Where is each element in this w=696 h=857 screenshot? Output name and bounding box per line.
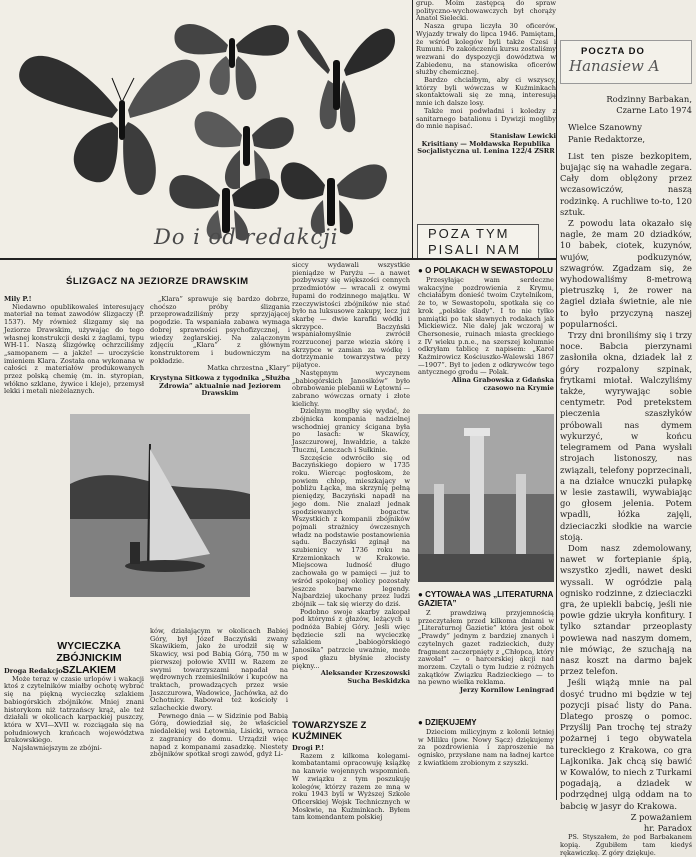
wycieczka-article: [4, 606, 290, 800]
title-text: O POLAKACH W SEWASTOPOLU: [425, 266, 553, 275]
paragraph: Bardzo chciałbym, aby ci wszyscy, którzy byli wówczas w Kuźminkach skontaktowali się ze mną, interesują mnie ich dalsze losy.: [416, 76, 556, 108]
wycieczka-title: WYCIECZKA ZBÓJNICKIM SZLAKIEM: [56, 640, 122, 676]
butterfly-bottom-right: [281, 162, 387, 234]
signature: Jerzy Kornilow Leningrad: [459, 686, 554, 695]
butterfly-middle: [195, 111, 294, 189]
paragraph: Szczęście odwróciło się od Baczyńskiego dopiero w 1735 roku. Wiercąc pogłoskom, że powiem chłop, mieszkający w pobliżu Łącka, ma skrzynię pełną pieniędzy, Baczyński napadł na jego dom. Nie znalazł jednak spodziewanych bogactw. Wszystkich z kompanii zbójników pojmali strażnicy ówczesnych władz na podstawie postanowienia sądu. Baczyński zginął na szubienicy w 1736 roku na Krzemionkach w Krakowie. Miejscowa ludność długo zachowała go w pamięci — już to wśród spokojnej okolicy pozostały jeszcze barwne legendy. Najbardziej ukochany przez ludzi zbójnik — tak się wierzy do dziś.: [292, 453, 410, 608]
poza-line1: POZA TYM: [428, 226, 510, 241]
salutation: Mily P.!: [4, 295, 32, 303]
poza-line2: PISALI NAM: [428, 242, 521, 257]
sewastopol-article: [418, 262, 554, 410]
paragraph: Z powodu lata okazało się nagle, że mam 20 dziadków, 10 babek, ciotek, kuzynów, wujów, podkuzynów, szwagrów. Zgadzam się, że wyhodowaliśmy 8-metrową pietruszkę i, że rower na żagiel działa świetnie, ale nie to było przyczyną naszej popularności.: [560, 218, 692, 329]
paragraph: Dom nasz zdemolowany, nawet w fortepianie śpią, wszystko zjedli, nawet deski wyssali. W ogródzie palą ognisko rodzinne, z dzieciaczki gra, że upiekli babcię, jeśli nie powie gdzie ukryła konfitury. I tylko sztandar przeoplasty powiewa nad naszym domem, nie mówiąc, że szuchają na nasz koszt na darmo bajek przez telefon.: [560, 542, 692, 677]
boat-photo: [70, 414, 250, 597]
signature: Alina Grabowska z Gdańska czasowo na Krymie: [451, 376, 554, 392]
butterfly-illustration: [0, 0, 412, 258]
paragraph: Podobno swoje skarby zakopał pod którymś z głazów, leżących u podnóża Babiej Góry. Jeśli więc będziecie szli na wycieczkę szlakiem „babiogórskiego Janosika” patrzcie uważnie, może spod głazu błyśnie złocisty piękny...: [292, 607, 410, 670]
sewastopol-title: ● O POLAKACH W SEWASTOPOLU: [418, 266, 553, 275]
poczta-logo: [560, 40, 692, 84]
paragraph: ków, działającym w okolicach Babiej Góry, był Józef Baczyński zwany Skawikiem, jako że urodził się w Skawicy, wsi pod Babią Górą, 750 m w pierwszej połowie XVIII w. Razem ze swymi towarzyszami napadał na wędrownych rzemieślników i kupców na traktach, prowadzących przez wsie Jaszczurowa, Wadowice, Jachówka, aż do Ochotnicy. Rabował też kościoły i szlacheckie dwory.: [150, 627, 288, 713]
janosik-continuation: [292, 262, 410, 717]
signature: Krystyna Sitkowa z tygodnika „Służba Zdrowia” aktualnie nad Jeziorem Drawskim: [150, 374, 290, 398]
kuzminek-article: [292, 720, 410, 822]
postscript: PS. Styszałem, że pod Barbakanem kopią. Zgubiłem tam kiedyś rękawiczkę. Z góry dziękuje.: [560, 833, 692, 857]
cytowala-title: ● CYTOWAŁA WAS „LITERATURNA GAZIETA”: [418, 590, 554, 608]
paragraph: Pewnego dnia — w Sidzinie pod Babią Górą, dowiedział się, że właściciel niedalekiej wsi Łętownia, Lisicki, wraca z zagranicy do domu. Urządził więc napad z kompanami zasadzkę. Niestety zbójników spotkał srogi zawód, gdyż Li-: [150, 711, 288, 759]
paragraph: Trzy dni broniliśmy się i trzy noce. Babcia pierzynami zasłoniła okna, dziadek lał z góry rozpalony szpinak, frytkami miotał. Walczyliśmy także, wyrywając sobie centymetr. Pod pretekstem pieczenia szaszłyków próbowali nas dymem wykurzyć, w końcu telegramem od Pana wysłali strojach listonoszy, nas związali, telefony poprzecinali, a na działce wnuczki pułapkę w lesie zastawili, wywabiając go głosem jelenia. Potem wpadli, łóżka zajęli, dzieciaczki słodkie na warcie stoją.: [560, 330, 692, 542]
section-title: Do i od redakcji: [154, 225, 339, 249]
horizontal-rule: [0, 258, 556, 260]
salutation: Droga Redakcjo!: [4, 667, 66, 675]
logo-name: Hanasiew A: [569, 57, 660, 75]
title-text: CYTOWAŁA WAS „LITERATURNA GAZIETA”: [418, 590, 554, 608]
paragraph: „Klara” sprawuje się bardzo dobrze, choćszo próby ślizgania przeprowadziliśmy przy sprzyjającej pogodzie. Ta wspaniała zabawa wymaga dobrej sprawności psychofizycznej, i wiedzy żeglarskiej. Na zalączonym zdjęciu „Klara” z głównym konstruktorem i budowniczym na pokładzie.: [150, 295, 290, 365]
salutation: Drogi P.!: [292, 744, 325, 752]
header-illustration: [0, 0, 412, 258]
closing: hr. Paradox: [643, 823, 692, 833]
address-line: Rodzinny Barbakan,: [606, 94, 692, 104]
paragraph: Dzieciom milicyjnym z kolonii letniej w Miliku (pow. Nowy Sącz) dziękujemy za pozdrowienia i zaproszenie na ognisko, przysłane nam na ładnej kartce z kwiatkiem zrobionym z szyszki.: [418, 728, 554, 767]
kuzminek-letter-continuation: [416, 0, 556, 178]
kuzminek-title: TOWARZYSZE Z KUŹMINEK: [292, 720, 367, 742]
paragraph: Dzielnym mogłby się wydać, że zbójnicka kompania nadzielnej wschodniej granicy ścigana była po lasach: w Skawicy, Jaszczurowej, Inwałdzie, a także Tłuczni, Lenczach i Sułkinie.: [292, 407, 410, 454]
paragraph: Następnym wyczynem „babiogórskich Janosików” było obrabowanie plebanii w Łętowni — zabrano wówczas ornaty i złote kielichy.: [292, 368, 410, 408]
paragraph: Nasza grupa liczyła 30 oficerów. Wyjazdy trwały do lipca 1946. Pamiętam, że wśród kolegów byli także Czesi i Rumuni. Po zakończeniu kursu zostaliśmy wezwani do dyspozycji dowództwa w Zabiedenu, na stanowiska oficerów służby chemicznej.: [416, 22, 556, 77]
cytowala-article: [418, 590, 554, 715]
paragraph: Może teraz w czasie urlopów i wakacji ktoś z czytelników miałby ochotę wybrać się na piękną wycieczkę szlakiem babiogórskich zbójników. Mniej znani historykom niż tatrzańscy krąż, ale też działali w okolicach karpackiej puszczy, która w XVI—XVII w. rozciągała się na południowych krańcach województwa krakowskiego.: [4, 674, 144, 745]
paragraph: grup. Moim zastępcą do spraw polityczno-wychowawczych był chorąży Anatol Sielecki.: [416, 0, 556, 23]
title-text: DZIĘKUJEMY: [425, 718, 477, 727]
poza-tym-box: [417, 224, 539, 260]
butterfly-large-left: [19, 56, 200, 195]
dziekujemy-title: ● DZIĘKUJEMY: [418, 718, 477, 727]
paragraph: List ten pisze bezkopitem, bujając się na wahadle zegara. Cały dom oblężony przez wczasowiczów, naszą rodzinkę. A ruchliwe to-to, 120 sztuk.: [560, 150, 692, 217]
paragraph: Matka chrzestna „Klary”: [207, 364, 290, 373]
signature-name: Stanisław Lewicki: [490, 131, 556, 140]
paragraph: siccy wydawali wszystkie pieniądze w Paryżu — a nawet pozbywszy się większości cennych przedmiotów — wracali z owymi łupami do rodzinnego majątku. W rzeczywistości zbójników nie stać było na luksusowe zakupy, lecz już skarbę — dwie karafki wódki i skrzypce. Baczyński wspaniałomyślnie zwrócił rozrzuconej parze wiezia skórę i skrzypce w zamian za wódkę i dotrzymanie towarzystwa przy pijatyce.: [292, 261, 410, 370]
column-divider: [412, 0, 413, 258]
dziekujemy-article: [418, 718, 554, 800]
paragraph: Niedawno opublikowaleś interesujący materiał na temat zawodów ślizgaczy (P. 1537). My również ślizgamy się na Jeziorze Drawskim, używając do tego własnej konstrukcji deski z żaglami, typu WH-11. Naszą ślizgówkę ochrzciliśmy „samopanem — a jakże! — uroczyście imieniem Klara. Została ona wykonana w całości z materiałów produkowanych przez polską chemię (m. in. styropian, włókno szklane, żywice i kleje), przemysł lekki i metali nieżelaznych.: [4, 302, 144, 396]
greeting: Wielce Szanowny: [568, 122, 642, 133]
paragraph: Jeśli wiążą mnie na pal dosyć trudno mi będzie w tej pozycji pisać listy do Pana. Dlatego proszę o pomoc. Przyślij Pan trochę tej straży pożarnej i tego obywatela tureckiego z Krakowa, co gra Lajkonika. Jak chcą się bawić w Kowalów, to niech z Turkami pogadają, a dziadek w podrzędnej ulgą oddam na to babcię w jasyr do Krakowa.: [560, 677, 692, 811]
paradox-letter: [560, 94, 692, 857]
logo-label: POCZTA DO: [581, 46, 645, 57]
closing: Z poważaniem: [630, 811, 692, 822]
column-divider: [556, 28, 557, 800]
paragraph: Razem z kilkoma kolegami-kombatantami opracowuję książkę na kanwie wojennych wspomnień. W związku z tym poszukuję kolegów, którzy razem ze mną w roku 1943 byli w Wyższej Szkole Oficerskiej Wojsk Technicznych w Moskwie, na Kuźminkach. Byłem tam komendantem polskiej: [292, 751, 410, 822]
address-line: Czarne Lato 1974: [616, 105, 692, 116]
signature: Aleksander Krzeszowski Sucha Beskidzka: [320, 669, 410, 685]
paragraph: Z prawdziwą przyjemnością przeczytałem przed kilkoma dniami w „Literaturnoj Gazietie” która jest obok „Prawdy” jednym z bardziej znanych i czytelnych gazet radzieckich, duży fragment zaczerpnięty z „Chłopca, który zawołał” — o harcerskiej akcji nad morzem. Czytali o tym ludzie z różnych zakątków Związku Radzieckiego — to na pewno wielka reklama.: [418, 609, 554, 687]
column-ruins-photo: [418, 414, 554, 582]
signature-address: Krisitiany — Mołdawska Republika Socjalistyczna ul. Lenina 122/4 ZSRR: [417, 139, 555, 156]
slizgacz-title: ŚLIZGACZ NA JEZIORZE DRAWSKIM: [66, 276, 249, 287]
paragraph: Także moi podwładni i koledzy z sanitarnego batalionu i Dywizji mogliby do mnie napisać.: [416, 106, 556, 131]
paragraph: Najsławniejszym ze zbójni-: [12, 744, 102, 753]
greeting: Panie Redaktorze,: [568, 133, 646, 144]
paragraph: Przesyłając wam serdeczne wakacyjne pozdrowienia z Krymu, chciałabym donieść twoim Czytelnikom, że to, w Sewastopolu, spotkała się co krok „polskie ślady”. I to nie tylko pamiątki po tak sławnych rodakach jak Mickiewicz. Nie dalej jak wczoraj w Chersonesie, ruinach miasta greckiego z IV wieku p.n.e., na szerszej kolumnie odkryłam tablicę z napisem: „Karol Kaźmirowicz Kościuszko-Walewski 1867—1907”. Był to jeden z odkrywców tego antycznego grodu — Polak.: [418, 276, 554, 377]
butterfly-swallowtail-right: [297, 29, 395, 133]
